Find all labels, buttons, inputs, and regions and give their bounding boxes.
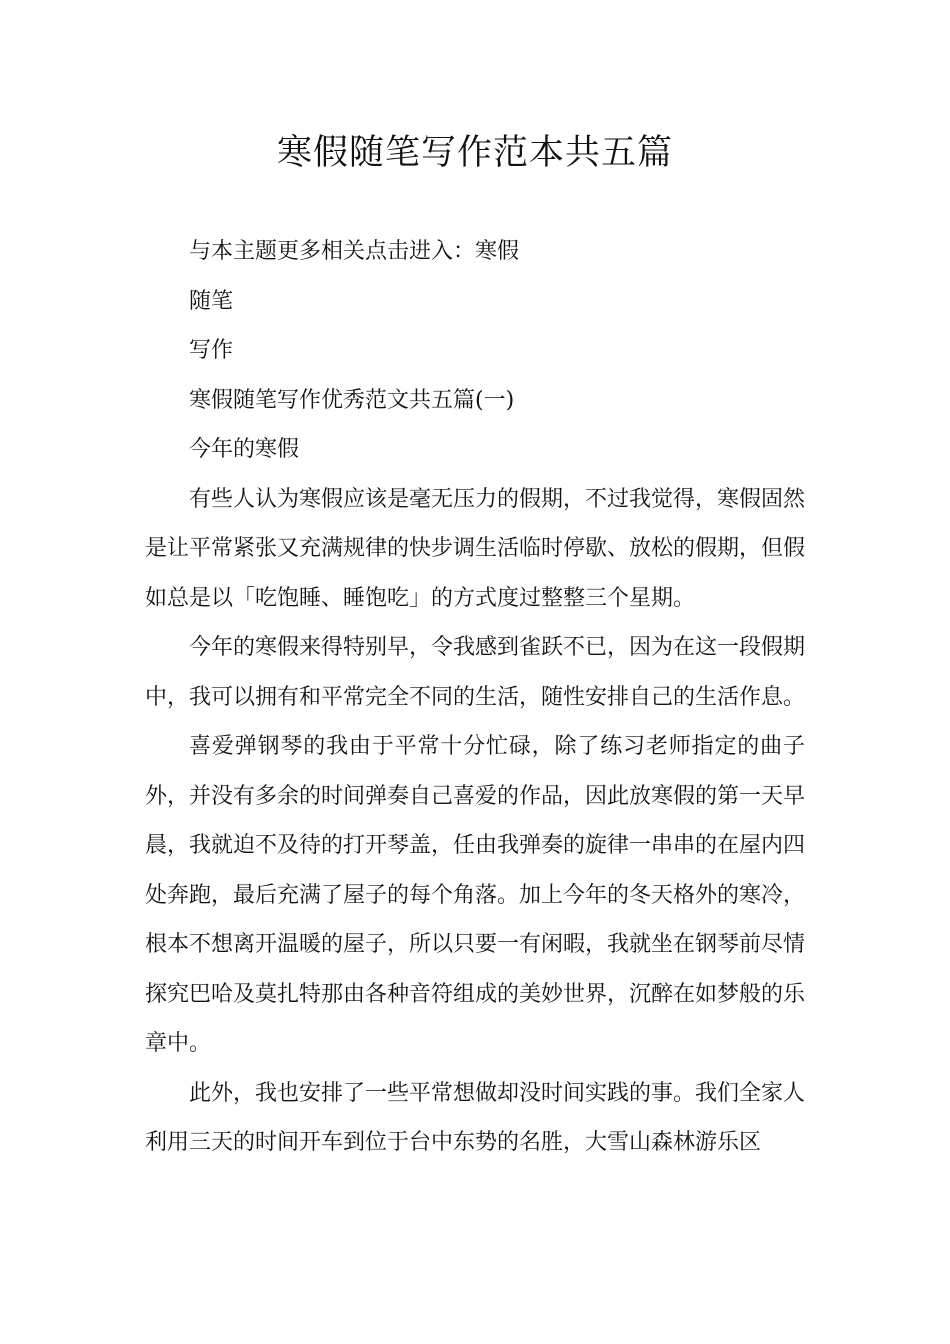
essay-title: 今年的寒假: [189, 437, 300, 462]
intro-line-writing: 写作: [189, 338, 234, 363]
intro-line-related-topics: 与本主题更多相关点击进入：寒假: [189, 239, 520, 264]
section-heading: 寒假随笔写作优秀范文共五篇(一): [189, 387, 515, 413]
paragraph: 今年的寒假来得特别早，令我感到雀跃不已，因为在这一段假期中，我可以拥有和平常完全不同的生活，随性安排自己的生活作息。: [145, 635, 806, 710]
document-title: 寒假随笔写作范本共五篇: [276, 133, 673, 173]
paragraph: 此外，我也安排了一些平常想做却没时间实践的事。我们全家人利用三天的时间开车到位于台中东势的名胜，大雪山森林游乐区: [145, 1080, 806, 1155]
paragraph: 有些人认为寒假应该是毫无压力的假期，不过我觉得，寒假固然是让平常紧张又充满规律的快步调生活临时停歇、放松的假期，但假如总是以「吃饱睡、睡饱吃」的方式度过整整三个星期。: [145, 486, 806, 611]
intro-line-essay: 随笔: [189, 288, 234, 314]
document-body: [145, 227, 805, 1168]
paragraph: 喜爱弹钢琴的我由于平常十分忙碌，除了练习老师指定的曲子外，并没有多余的时间弹奏自己喜爱的作品，因此放寒假的第一天早晨，我就迫不及待的打开琴盖，任由我弹奏的旋律一串串的在屋内四处奔跑，最后充满了屋子的每个角落。加上今年的冬天格外的寒冷，根本不想离开温暖的屋子，所以只要一有闲暇，我就坐在钢琴前尽情探究巴哈及莫扎特那由各种音符组成的美妙世界，沉醉在如梦般的乐章中。: [145, 734, 806, 1056]
